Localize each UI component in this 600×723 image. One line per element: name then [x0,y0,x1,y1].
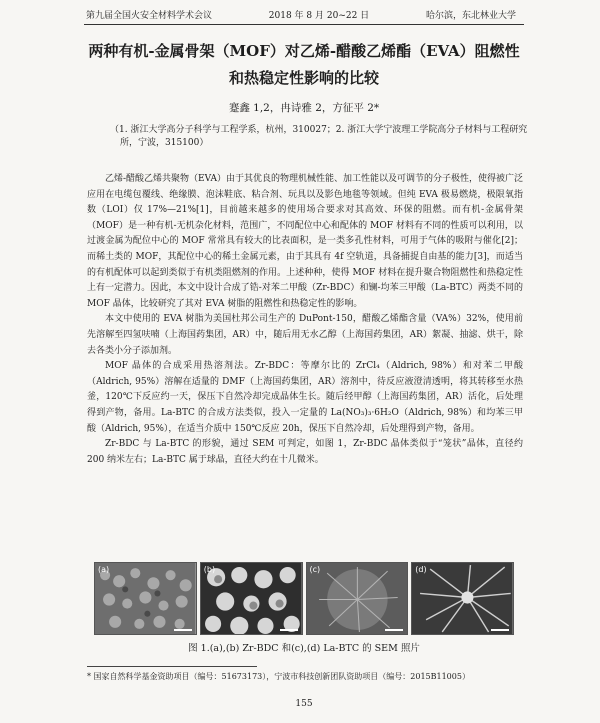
sem-image-a [95,563,196,634]
conference-venue: 哈尔滨，东北林业大学 [425,11,516,21]
sem-panel-c [306,562,409,635]
sem-panel-b [200,562,303,635]
paragraph-intro: 乙烯-醋酸乙烯共聚物（EVA）由于其优良的物理机械性能、加工性能以及可调节的分子极性，使得被广泛应用在电缆包覆线、绝缘膜、泡沫鞋底、粘合剂、玩具以及影色地毯等领域。但纯 EVA 极易燃烧，极限氧指数（LOI）仅 17%—21%[1]，目前越来越多的使用场合要求对其高效、环保的阻燃。而有机-金属骨架（MOF）是一种有机-无机杂化材料，范围广，不同配位中心和配体的 MOF 材料有不同的性质可以利用，以过渡金属为配位中心的 MOF 常常具有较大的比表面积，是一类多孔性材料，可用于气体的吸附与催化[2]；而稀土类的 MOF，其配位中心的稀土金属元素，由于其具有 4f 空轨道，具备捕捉自由基的能力[3]，而适当的有机配体可以起到类似于有机类阻燃剂的作用。上述种种，使得 MOF 材料在提升聚合物阻燃性和热稳定性上有一定潜力。因此，本文中设计合成了锆-对苯二甲酸（Zr-BDC）和镧-均苯三甲酸（La-BTC）两类不同的 MOF 晶体，比较研究了其对 EVA 树脂的阻燃性和热稳定性的影响。 [87,174,524,309]
sem-image-c [307,563,408,634]
paragraph-materials: 本文中使用的 EVA 树脂为美国杜邦公司生产的 DuPont-150，醋酸乙烯酯含量（VA%）32%，使用前先溶解至四氢呋喃（上海国药集团，AR）中，随后用无水乙醇（上海国药集团，AR）絮凝、抽滤、烘干，除去各类小分子添加剂。 [87,314,523,356]
scale-bar-a [174,629,192,631]
conference-name: 第九届全国火安全材料学术会议 [86,11,213,21]
sem-panel-a [94,562,197,635]
scale-bar-d [491,629,509,631]
footnote-rule [87,666,257,667]
paragraph-morphology: Zr-BDC 与 La-BTC 的形貌，通过 SEM 可判定，如图 1，Zr-BDC 晶体类似于“笼状”晶体，直径约 200 纳米左右；La-BTC 属于球晶，直径大约在十几微米。 [87,439,523,465]
sem-figure [94,562,514,635]
running-head [86,10,516,22]
header-rule [84,24,524,25]
panel-label-c: (c) [309,565,321,574]
panel-label-a: (a) [98,565,110,574]
panel-label-d: (d) [415,565,427,574]
funding-footnote: * 国家自然科学基金资助项目（编号：51673173），宁波市科技创新团队资助项目（编号：2015B11005） [87,672,470,681]
paragraph-synthesis: MOF 晶体的合成采用热溶剂法。Zr-BDC：等摩尔比的 ZrCl₄（Aldrich, 98%）和对苯二甲酸（Aldrich, 95%）溶解在适量的 DMF（上海国药集团，AR）溶剂中，待反应液澄清透明，将其转移至水热釜，120℃下反应约一天，保压下自然冷却完成晶体生长。随后经甲醇（上海国药集团，AR）活化，后处理得到产物，备用。La-BTC 的合成方法类似，投入一定量的 La(NO₃)₃·6H₂O（Aldrich, 98%）和均苯三甲酸（Aldrich, 95%），在适当介质中 150℃反应 20h，保压下自然冷却，后处理得到产物，备用。 [87,361,523,434]
author-list: 蹇鑫 1,2，冉诗雅 2，方征平 2* [228,102,380,114]
body-text [87,172,523,468]
affiliations: （1. 浙江大学高分子科学与工程学系，杭州，310027；2. 浙江大学宁波理工学院高分子材料与工程研究所，宁波，315100） [110,125,528,148]
figure-caption: 图 1.(a),(b) Zr-BDC 和(c),(d) La-BTC 的 SEM 照片 [188,643,420,654]
conference-date: 2018 年 8 月 20~22 日 [268,11,370,21]
sem-panel-d [411,562,514,635]
sem-image-d [412,563,513,634]
page-number: 155 [295,699,313,709]
paper-title: 两种有机-金属骨架（MOF）对乙烯-醋酸乙烯酯（EVA）阻燃性和热稳定性影响的比较 [88,42,520,87]
scale-bar-b [280,629,298,631]
panel-label-b: (b) [203,565,216,574]
scale-bar-c [385,629,403,631]
sem-image-b [201,563,302,634]
